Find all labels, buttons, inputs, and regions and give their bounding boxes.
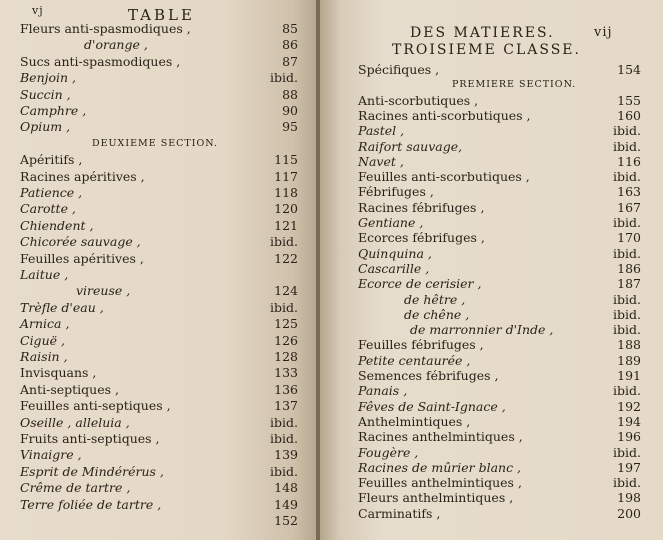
toc-row <box>0 88 318 103</box>
toc-row <box>0 334 318 349</box>
toc-row <box>0 153 318 168</box>
toc-row <box>320 216 663 231</box>
toc-entry-label: Crême de tartre , <box>20 480 131 496</box>
toc-entry-page: 95 <box>282 119 298 135</box>
toc-entry-page: 121 <box>274 217 298 233</box>
toc-entry-label: Carotte , <box>20 201 76 217</box>
toc-entry-label: Laitue , <box>20 267 69 282</box>
toc-entry-page: 116 <box>617 153 641 169</box>
toc-row <box>0 219 318 234</box>
page-number-left: vj <box>32 4 44 17</box>
toc-entry-page: 200 <box>617 505 641 521</box>
toc-entry-page: 115 <box>274 152 298 168</box>
toc-entry-label: Raisin , <box>20 349 68 364</box>
toc-row <box>0 383 318 398</box>
toc-entry-page: 167 <box>617 199 641 215</box>
toc-entry-label: Navet , <box>358 153 404 169</box>
toc-entry-page: 133 <box>274 365 298 381</box>
toc-entry-label: Chiendent , <box>20 217 94 233</box>
toc-row <box>320 124 663 139</box>
toc-row <box>0 284 318 299</box>
toc-entry-label: Apéritifs , <box>20 152 83 168</box>
toc-row <box>0 350 318 365</box>
toc-row <box>320 201 663 216</box>
toc-row <box>320 155 663 170</box>
toc-entry-page: 128 <box>274 349 298 364</box>
toc-row <box>320 109 663 124</box>
toc-entry-label: de marronnier d'Inde , <box>410 322 554 338</box>
toc-row <box>320 369 663 384</box>
toc-entry-page: ibid. <box>270 234 298 250</box>
toc-entry-label: Racines anthelmintiques , <box>358 429 523 445</box>
toc-entry-page: 188 <box>617 337 641 353</box>
toc-entry-label: Opium , <box>20 119 71 135</box>
toc-entry-label: Succin , <box>20 86 71 102</box>
toc-entry-label: Trèfle d'eau , <box>20 299 104 315</box>
toc-entry-label: Chicorée sauvage , <box>20 234 141 250</box>
toc-entry-page: ibid. <box>270 463 298 479</box>
toc-entry-label: Feuilles anti-septiques , <box>20 398 171 414</box>
toc-row <box>320 170 663 185</box>
toc-entry-label: Vinaigre , <box>20 447 82 463</box>
toc-entry-label: Racines de mûrier blanc , <box>358 459 522 475</box>
toc-entry-page: ibid. <box>613 291 641 307</box>
toc-row <box>320 446 663 461</box>
running-head-left: TABLE <box>128 6 195 24</box>
toc-row <box>0 55 318 70</box>
toc-row <box>0 481 318 496</box>
section-heading <box>320 78 663 93</box>
toc-entry-label: Anti-scorbutiques , <box>358 92 479 108</box>
toc-row <box>0 120 318 135</box>
toc-entry-page: ibid. <box>613 444 641 460</box>
toc-entry-page: ibid. <box>270 299 298 315</box>
toc-entry-label: Camphre , <box>20 103 87 118</box>
toc-row <box>320 400 663 415</box>
toc-row <box>320 185 663 200</box>
toc-entry-label: Fêves de Saint-Ignace , <box>358 398 506 414</box>
toc-row <box>320 354 663 369</box>
toc-entry-label: Feuilles apéritives , <box>20 250 144 266</box>
toc-row <box>320 461 663 476</box>
section-title: PREMIERE SECTION. <box>452 79 577 91</box>
toc-entry-label: Semences fébrifuges , <box>358 368 499 383</box>
toc-row <box>320 262 663 277</box>
toc-row <box>320 323 663 338</box>
toc-entry-page: 124 <box>274 283 298 299</box>
toc-entry-page: 120 <box>274 201 298 217</box>
toc-entry-label: Petite centaurée , <box>358 352 471 368</box>
running-head-right: DES MATIERES. <box>410 25 555 41</box>
toc-entry-page: 86 <box>282 37 298 53</box>
toc-entry-label: Pastel , <box>358 123 405 139</box>
toc-entry-label: Racines apéritives , <box>20 168 145 184</box>
toc-entry-page: 187 <box>617 276 641 292</box>
toc-entry-page: 90 <box>282 103 298 118</box>
toc-row <box>320 231 663 246</box>
toc-entry-page: 192 <box>617 398 641 414</box>
toc-entry-page: 196 <box>617 429 641 445</box>
toc-row <box>0 235 318 250</box>
toc-entry-label: Anti-septiques , <box>20 381 119 397</box>
toc-row <box>320 476 663 491</box>
toc-entry-label: Sucs anti-spasmodiques , <box>20 53 181 69</box>
toc-row <box>320 293 663 308</box>
toc-row <box>320 140 663 155</box>
left-page <box>0 0 318 540</box>
toc-entry-page: ibid. <box>270 70 298 86</box>
toc-row <box>0 186 318 201</box>
class-heading: TROISIEME CLASSE. <box>392 42 581 58</box>
toc-entry-page: 122 <box>274 250 298 266</box>
toc-row <box>0 465 318 480</box>
toc-row <box>0 432 318 447</box>
toc-entry-label: Benjoin , <box>20 70 77 86</box>
toc-entry-page: 136 <box>274 381 298 397</box>
toc-entry-label: Feuilles anti-scorbutiques , <box>358 169 530 185</box>
toc-row <box>320 415 663 430</box>
toc-entry-label: Fougère , <box>358 444 419 460</box>
toc-entry-page: 125 <box>274 316 298 332</box>
toc-entry-label: Esprit de Mindérérus , <box>20 463 164 479</box>
toc-entry-label: Ecorces fébrifuges , <box>358 230 485 246</box>
toc-entry-page: 88 <box>282 86 298 102</box>
toc-entry-label: Quinquina , <box>358 245 432 261</box>
toc-entry-label: vireuse , <box>76 283 131 299</box>
toc-entry-page: 194 <box>617 413 641 429</box>
toc-entry-label: Ecorce de cerisier , <box>358 276 482 292</box>
toc-entry-page: ibid. <box>613 306 641 322</box>
toc-entry-label: Panais , <box>358 383 408 399</box>
toc-row <box>0 71 318 86</box>
toc-entry-label: Anthelmintiques , <box>358 413 471 429</box>
toc-row <box>320 247 663 262</box>
toc-entry-page: 85 <box>282 21 298 36</box>
toc-entry-page: ibid. <box>613 475 641 491</box>
toc-entry-label: Terre foliée de tartre , <box>20 496 162 512</box>
right-page <box>320 0 663 540</box>
toc-entry-page: 87 <box>282 53 298 69</box>
toc-row <box>320 430 663 445</box>
toc-entry-label: Oseille , alleluia , <box>20 414 130 430</box>
toc-row <box>320 384 663 399</box>
toc-entry-page: 152 <box>274 513 298 528</box>
toc-row <box>0 514 318 529</box>
toc-entry-page: 137 <box>274 398 298 414</box>
toc-entry-page: 139 <box>274 447 298 463</box>
toc-entry-label: Racines fébrifuges , <box>358 199 485 215</box>
toc-entry-page: 198 <box>617 490 641 506</box>
toc-entry-page: ibid. <box>613 215 641 230</box>
toc-entry-label: Fébrifuges , <box>358 184 434 200</box>
toc-row <box>0 498 318 513</box>
section-heading <box>0 137 318 152</box>
page-number-right: vij <box>594 25 613 40</box>
toc-row <box>0 416 318 431</box>
toc-entry-page: 148 <box>274 480 298 496</box>
toc-row <box>0 22 318 37</box>
toc-entry-page: 155 <box>617 92 641 108</box>
section-title: DEUXIEME SECTION. <box>92 137 219 149</box>
toc-entry-page: 170 <box>617 230 641 246</box>
toc-entry-label: Arnica , <box>20 316 70 332</box>
toc-entry-label: Patience , <box>20 185 83 200</box>
toc-row <box>320 507 663 522</box>
toc-entry-page: 191 <box>617 368 641 383</box>
toc-row <box>320 63 663 78</box>
toc-entry-page: 160 <box>617 107 641 123</box>
toc-entry-page: ibid. <box>613 245 641 261</box>
toc-row <box>0 170 318 185</box>
toc-row <box>0 104 318 119</box>
toc-entry-page: ibid. <box>613 383 641 399</box>
toc-entry-page: 197 <box>617 459 641 475</box>
toc-row <box>320 308 663 323</box>
toc-row <box>0 366 318 381</box>
toc-row <box>320 277 663 292</box>
toc-row <box>0 399 318 414</box>
toc-entry-page: ibid. <box>613 322 641 338</box>
toc-entry-page: 163 <box>617 184 641 200</box>
toc-entry-label: Racines anti-scorbutiques , <box>358 107 531 123</box>
toc-entry-label: Ciguë , <box>20 332 65 348</box>
toc-entry-label: de hêtre , <box>404 291 466 307</box>
toc-entry-page: ibid. <box>613 138 641 154</box>
toc-entry-page: ibid. <box>613 169 641 185</box>
toc-entry-page: 117 <box>274 168 298 184</box>
toc-row <box>320 491 663 506</box>
toc-row <box>0 301 318 316</box>
toc-entry-page: ibid. <box>270 431 298 446</box>
toc-entry-label: Gentiane , <box>358 215 424 230</box>
toc-entry-label: Feuilles fébrifuges , <box>358 337 484 353</box>
toc-entry-label: de chêne , <box>404 306 470 322</box>
toc-row <box>0 38 318 53</box>
toc-entry-page: 186 <box>617 260 641 276</box>
toc-entry-page: ibid. <box>270 414 298 430</box>
toc-row <box>0 268 318 283</box>
toc-row <box>320 94 663 109</box>
toc-entry-page: 149 <box>274 496 298 512</box>
toc-entry-label: Invisquans , <box>20 365 97 381</box>
toc-entry-page: 118 <box>274 185 298 200</box>
toc-entry-label: Raifort sauvage, <box>358 138 463 154</box>
toc-entry-label: Carminatifs , <box>358 505 441 521</box>
toc-entry-page: 189 <box>617 352 641 368</box>
toc-entry-label: d'orange , <box>84 37 148 53</box>
toc-entry-page: 154 <box>617 62 641 77</box>
toc-row <box>0 252 318 267</box>
toc-entry-label: Feuilles anthelmintiques , <box>358 475 522 491</box>
toc-entry-label: Spécifiques , <box>358 62 440 77</box>
toc-row <box>0 202 318 217</box>
toc-entry-page: 126 <box>274 332 298 348</box>
toc-entry-label: Fleurs anti-spasmodiques , <box>20 21 191 36</box>
toc-entry-label: Fruits anti-septiques , <box>20 431 160 446</box>
toc-entry-page: ibid. <box>613 123 641 139</box>
toc-entry-label: Cascarille , <box>358 260 430 276</box>
toc-entry-label: Fleurs anthelmintiques , <box>358 490 514 506</box>
toc-row <box>0 317 318 332</box>
toc-row <box>320 338 663 353</box>
toc-row <box>0 448 318 463</box>
